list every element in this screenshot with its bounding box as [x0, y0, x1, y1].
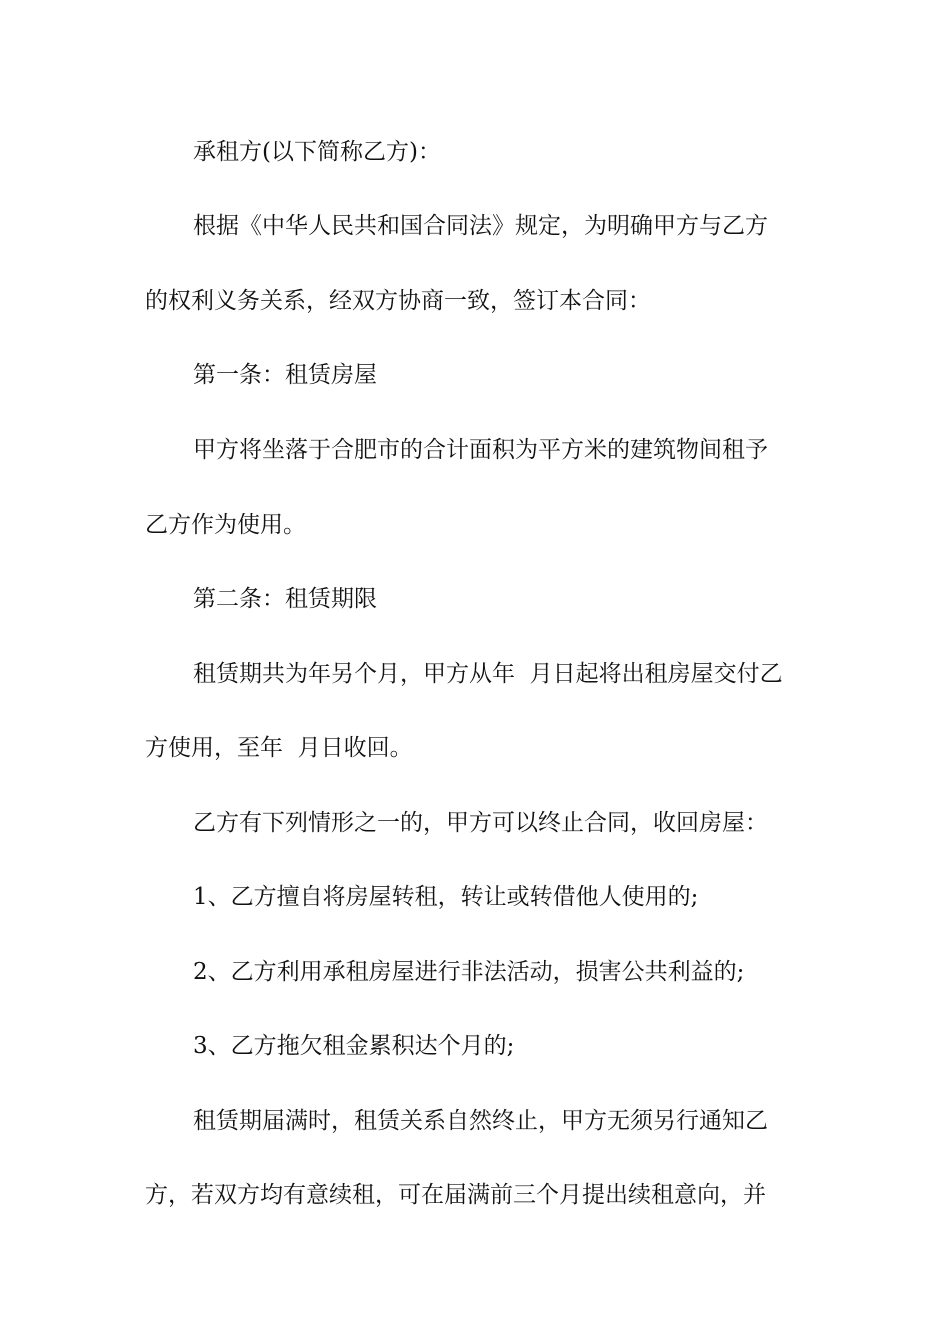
list-item: 3、乙方拖欠租金累积达个月的;	[193, 1033, 515, 1059]
paragraph-line: 乙方有下列情形之一的，甲方可以终止合同，收回房屋：	[193, 810, 768, 836]
paragraph-line: 乙方作为使用。	[145, 512, 306, 538]
paragraph-line: 租赁期届满时，租赁关系自然终止，甲方无须另行通知乙	[193, 1108, 768, 1134]
paragraph-line: 租赁期共为年另个月，甲方从年 月日起将出租房屋交付乙	[193, 661, 783, 687]
paragraph-line: 方，若双方均有意续租，可在届满前三个月提出续租意向，并	[145, 1182, 766, 1208]
article-heading: 第二条：租赁期限	[193, 586, 377, 612]
paragraph-line: 的权利义务关系，经双方协商一致，签订本合同：	[145, 288, 651, 314]
list-item: 1、乙方擅自将房屋转租，转让或转借他人使用的;	[193, 884, 699, 910]
paragraph-line: 甲方将坐落于合肥市的合计面积为平方米的建筑物间租予	[193, 437, 768, 463]
article-heading: 第一条：租赁房屋	[193, 362, 377, 388]
list-item: 2、乙方利用承租房屋进行非法活动，损害公共利益的;	[193, 959, 745, 985]
lessee-line: 承租方(以下简称乙方)：	[193, 139, 441, 165]
paragraph-line: 根据《中华人民共和国合同法》规定，为明确甲方与乙方	[193, 213, 768, 239]
paragraph-line: 方使用，至年 月日收回。	[145, 735, 413, 761]
